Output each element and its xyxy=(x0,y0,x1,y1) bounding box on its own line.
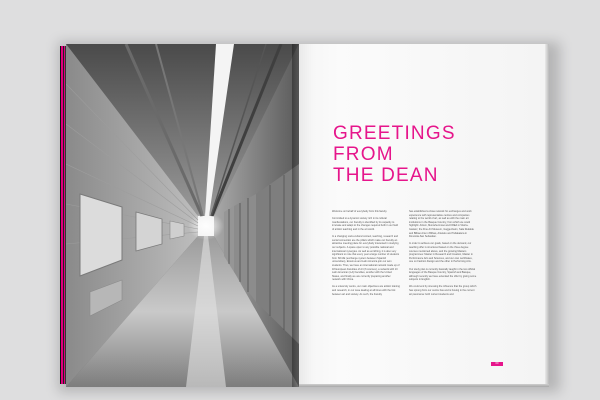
paragraph: In order to achieve our goals, based on the demand, our teaching offer is structured based on the three degree courses mentioned above, and the growing Masters programmes: Master in Research and Creation, Master in Performance Arts and Sciences, and our own certificates, one on Fashion Design and the other in Performing Arts. xyxy=(409,242,473,264)
paragraph: Welcome on behalf of everybody from this faculty. xyxy=(332,210,388,213)
page-right-edge xyxy=(545,44,549,387)
body-column-1 xyxy=(332,210,400,300)
article-heading xyxy=(333,123,483,186)
heading-line: FROM xyxy=(333,144,394,165)
paragraph: Committed to a dynamic society rich in its cultural manifestations, our Faculty is identified by its capacity to innovate and adapt to the changes required both in our field of artistic teaching and in the art world. xyxy=(332,217,399,231)
body-column-2 xyxy=(409,210,477,300)
heading-line: GREETINGS xyxy=(333,123,456,144)
page-bottom-edge xyxy=(299,384,549,387)
paragraph: As a university centre, our main objectives are artistic training and research, in our case dealing at all times with the link between art and society. As such, the Faculty xyxy=(332,285,400,296)
page-number: 00 xyxy=(491,362,503,366)
paragraph: In a changing socio-cultural context, teaching, research and social connection are the pillars which make our Faculty an attractive meeting place for everybody interested in studying our subjects. A space open to any possible national and international synergies. As well as enriching, it is also very significant to note that every year a large number of students from SICUE (exchange system between Spanish universities), Erasmus and Latin America join our own students. Thus, we have an international network made up of 18 European Faculties of Art (6 courses), a network with 10 Latin American (LA) Faculties, another with the United States, and finally we are currently preparing another network with China. xyxy=(332,235,400,282)
paragraph: We could end by stressing the influence that the group which has sprung from our centre has and is having in the current art panorama: both current students and xyxy=(409,285,477,296)
heading-line: THE DEAN xyxy=(333,165,439,186)
paragraph: has established a close network for exchanges and work experience with representative centres and companies relating to the world of art, as well as with the main art institutions in the Basque Country, from which we could highlight: Artium, Montehermoso and KREA in Vitoria-Gasteiz, the Fine Art Museum, Guggenheim, Sala Rekalde and Bilbao Arte in Bilbao, Arteleku and Tabakalera in Donostia-San Sebastian. xyxy=(409,210,474,239)
corridor-photo xyxy=(66,44,299,387)
right-page xyxy=(299,44,545,387)
paragraph: Our study plan is currently basically taught in the two official languages of the Basque Country, Spanish and Basque, although recently we have extended the offer by giving some subjects in English. xyxy=(409,267,477,282)
left-page-photo xyxy=(66,44,299,387)
